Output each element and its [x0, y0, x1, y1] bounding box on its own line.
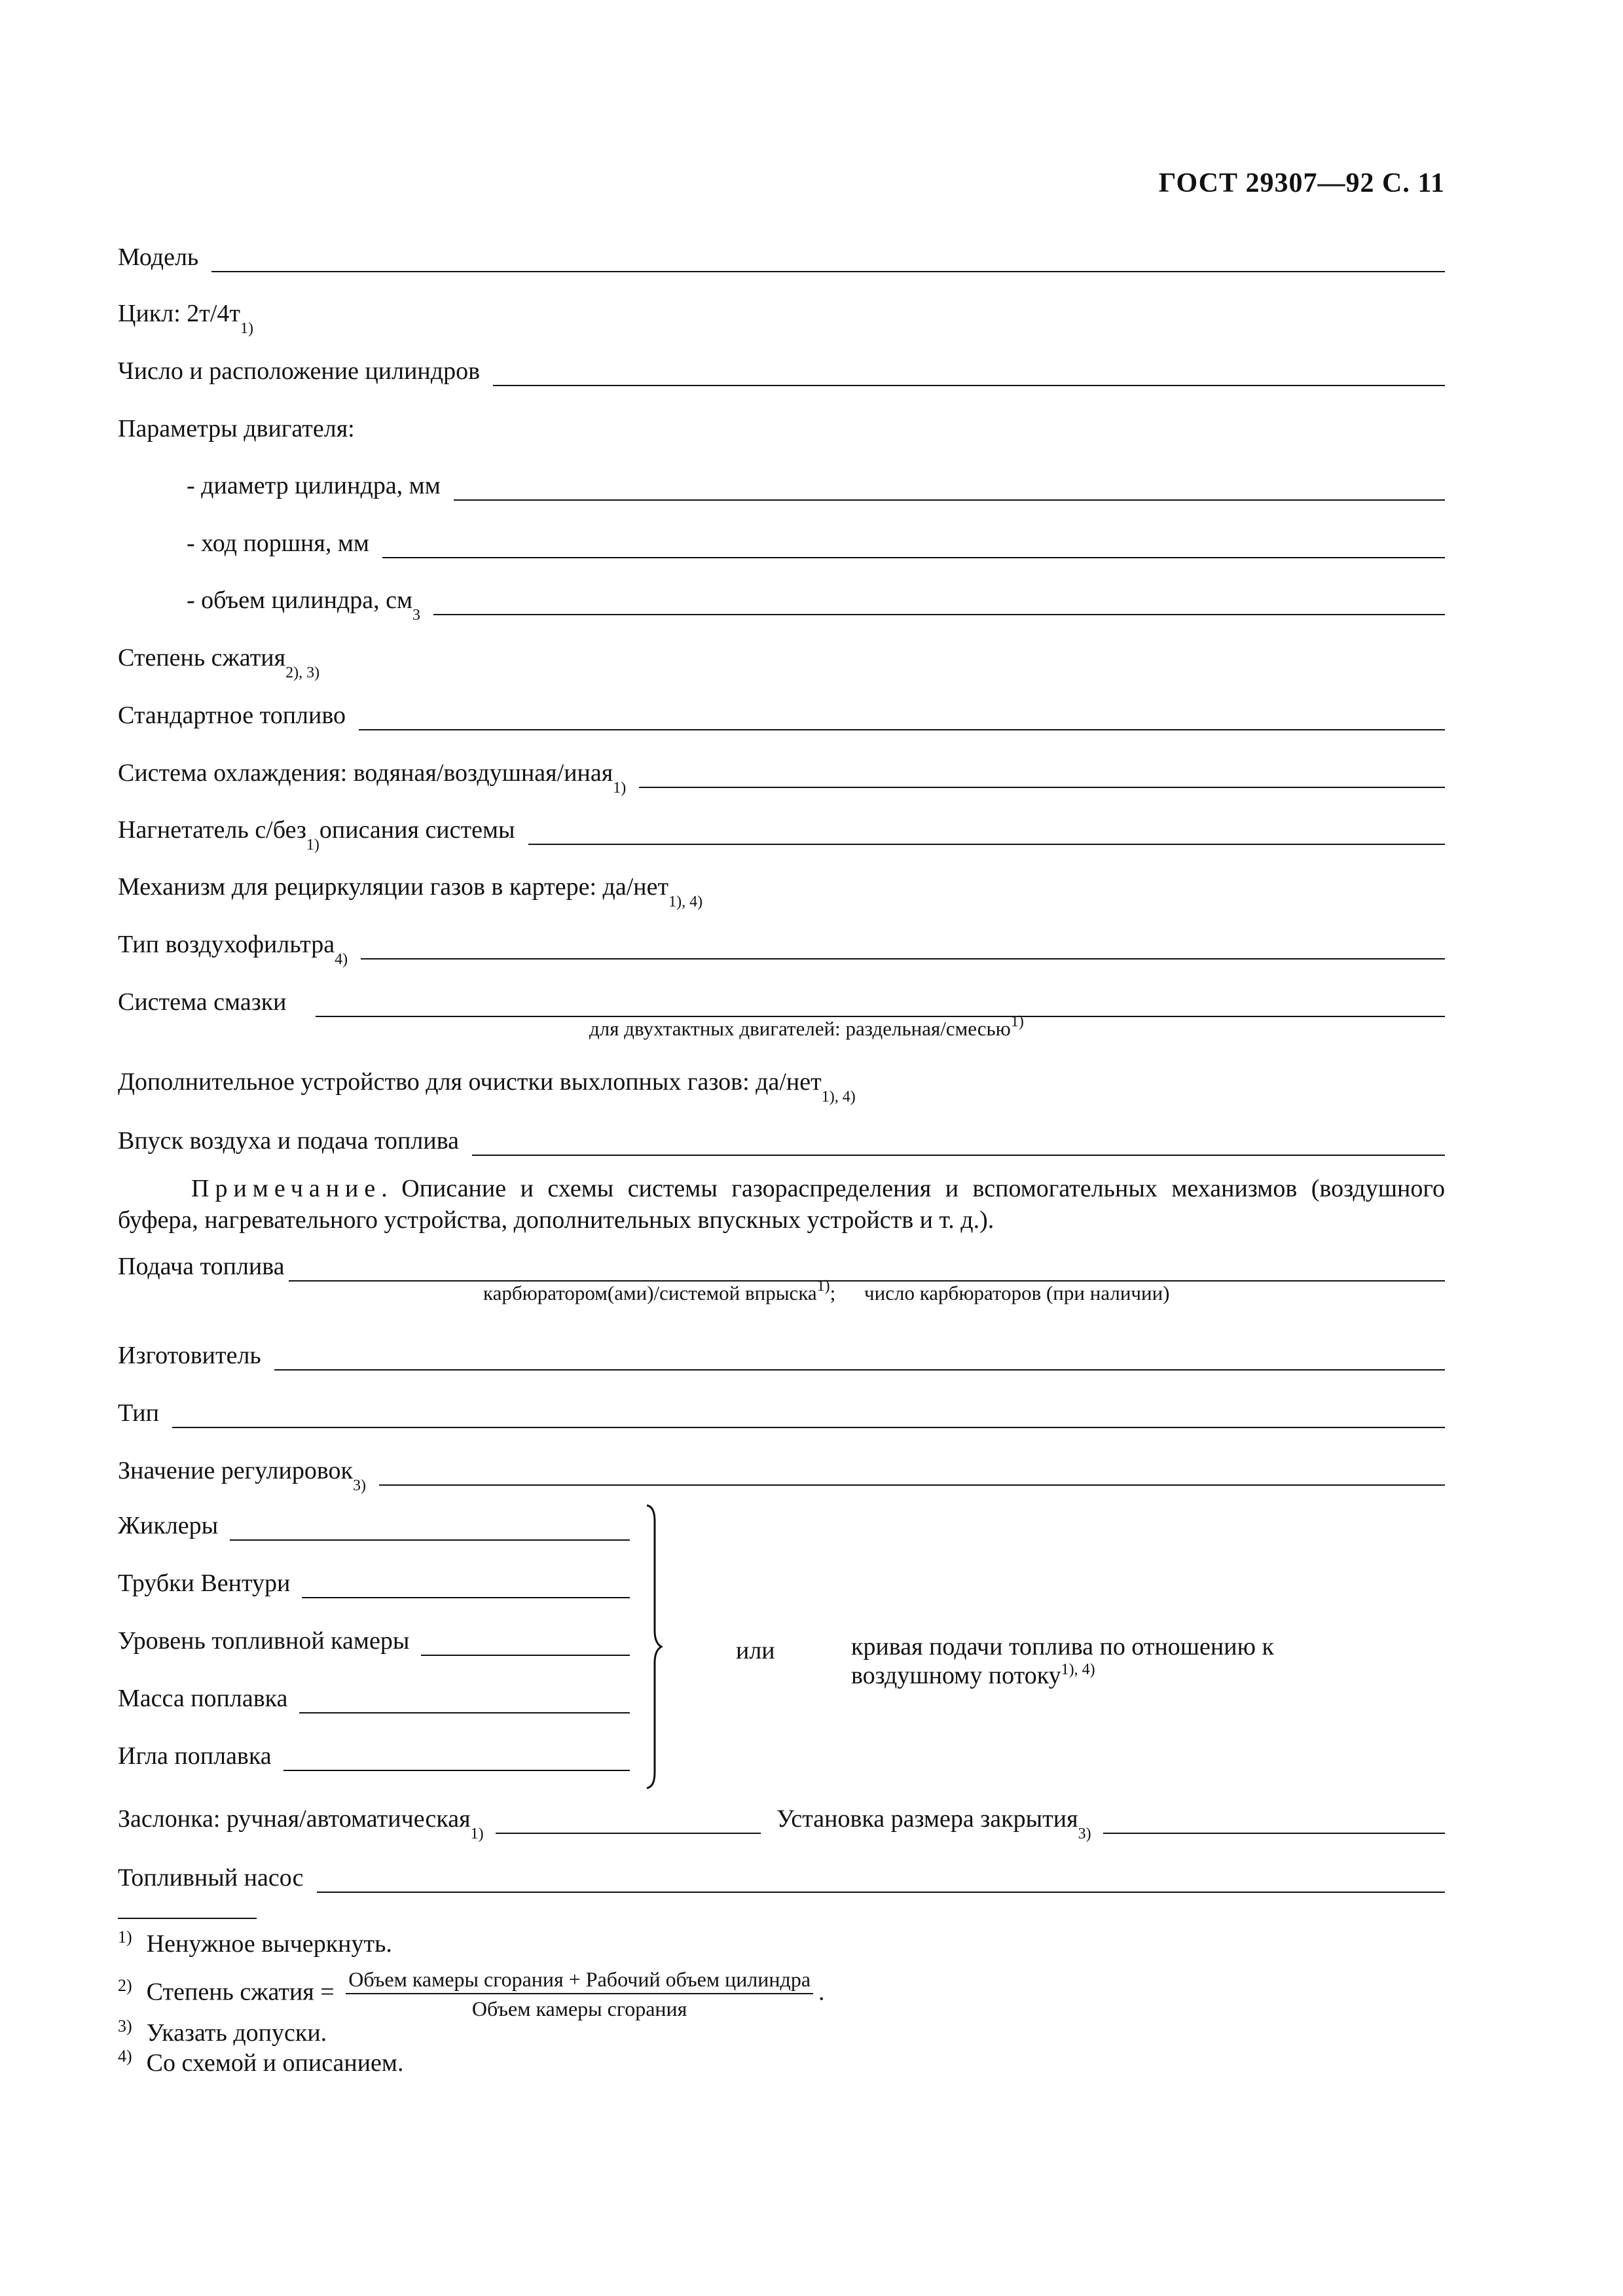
- fuel-supply-hint-b: число карбюраторов (при наличии): [864, 1282, 1170, 1304]
- airfilter-row: Тип воздухофильтра 4): [118, 927, 1445, 960]
- params-label: Параметры двигателя:: [118, 415, 355, 442]
- supercharger-row: Нагнетатель с/без 1) описания системы: [118, 812, 1445, 845]
- compression-row: Степень сжатия 2), 3): [118, 644, 320, 681]
- fuel-row: [118, 698, 1445, 730]
- closure-row: Установка размера закрытия 3): [776, 1801, 1445, 1834]
- footnote-3-text: Указать допуски.: [146, 2019, 327, 2047]
- intake-row: [118, 1123, 1445, 1156]
- float-needle-field[interactable]: [283, 1746, 630, 1771]
- lubrication-row: [118, 984, 1445, 1017]
- manufacturer-field[interactable]: [274, 1346, 1445, 1371]
- fraction-denominator: Объем камеры сгорания: [471, 1997, 687, 2020]
- cooling-label: Система охлаждения: водяная/воздушная/иная: [118, 759, 613, 787]
- or-label: или: [736, 1637, 775, 1664]
- footnote-3: [118, 2018, 327, 2047]
- footnote-1: [118, 1929, 392, 1958]
- fuel-supply-row: [118, 1249, 1445, 1282]
- bore-label: - диаметр цилиндра, мм: [187, 472, 441, 499]
- jets-field[interactable]: [230, 1516, 630, 1541]
- airfilter-field[interactable]: [361, 935, 1445, 960]
- fuel-pump-row: [118, 1860, 1445, 1893]
- choke-label: Заслонка: ручная/автоматическая: [118, 1805, 471, 1833]
- float-mass-row: [118, 1681, 630, 1713]
- model-label: Модель: [118, 243, 199, 271]
- exhaust-label: Дополнительное устройство для очистки выхлопных газов: да/нет: [118, 1068, 822, 1096]
- fraction-numerator: Объем камеры сгорания + Рабочий объем цилиндра: [346, 1967, 813, 1994]
- lubrication-hint: [589, 1013, 1024, 1041]
- float-mass-field[interactable]: [299, 1689, 630, 1713]
- venturi-field[interactable]: [302, 1573, 630, 1598]
- intake-label: Впуск воздуха и подача топлива: [118, 1127, 459, 1155]
- cycle-label: Цикл: 2т/4т: [118, 300, 241, 327]
- fuel-supply-label: Подача топлива: [118, 1253, 285, 1280]
- recirc-row: Механизм для рециркуляции газов в картере: да/нет 1), 4): [118, 873, 703, 910]
- float-chamber-label: Уровень топливной камеры: [118, 1627, 410, 1655]
- float-mass-label: Масса поплавка: [118, 1685, 288, 1712]
- cooling-row: Система охлаждения: водяная/воздушная/иная 1): [118, 755, 1445, 788]
- fuel-field[interactable]: [359, 706, 1445, 730]
- choke-field[interactable]: [496, 1809, 761, 1834]
- volume-label: - объем цилиндра, см: [187, 586, 413, 614]
- bore-field[interactable]: [454, 476, 1445, 501]
- curve-text-line2: [851, 1661, 1274, 1690]
- volume-row: - объем цилиндра, см 3: [187, 583, 1445, 615]
- intake-field[interactable]: [472, 1131, 1445, 1156]
- stroke-row: [187, 526, 1445, 558]
- type-row: [118, 1395, 1445, 1428]
- lubrication-field[interactable]: [316, 992, 1445, 1017]
- float-chamber-field[interactable]: [421, 1631, 630, 1656]
- settings-row: Значение регулировок 3): [118, 1453, 1445, 1486]
- exhaust-row: Дополнительное устройство для очистки выхлопных газов: да/нет 1), 4): [118, 1068, 856, 1105]
- model-field[interactable]: [211, 247, 1445, 272]
- settings-field[interactable]: [379, 1461, 1445, 1486]
- fuel-pump-label: Топливный насос: [118, 1864, 304, 1892]
- supercharger-label-end: описания системы: [319, 816, 515, 844]
- airfilter-label: Тип воздухофильтра: [118, 931, 335, 958]
- fuel-label: Стандартное топливо: [118, 702, 346, 729]
- fuel-supply-hint: карбюратором(ами)/системой впрыска$^{1)}$; число карбюраторов (при наличии): [483, 1278, 1170, 1304]
- fuel-supply-hint-a: карбюратором(ами)/системой впрыска: [483, 1282, 817, 1304]
- stroke-field[interactable]: [382, 533, 1445, 558]
- footnote-4-text: Со схемой и описанием.: [146, 2049, 404, 2077]
- footnote-2: [118, 1967, 825, 2021]
- type-label: Тип: [118, 1399, 159, 1427]
- lubrication-hint-text: для двухтактных двигателей: раздельная/смесью: [589, 1017, 1011, 1040]
- footnote-3-mark: 3): [118, 2017, 132, 2036]
- fuel-supply-hint-mark: 1): [816, 1278, 830, 1295]
- footnote-2-mark: 2): [118, 1975, 132, 1995]
- model-row: [118, 240, 1445, 272]
- page-header: ГОСТ 29307—92 С. 11: [1158, 168, 1445, 198]
- closure-label: Установка размера закрытия: [776, 1805, 1078, 1833]
- manufacturer-row: [118, 1338, 1445, 1371]
- compression-fraction: [346, 1967, 813, 2021]
- compression-label: Степень сжатия: [118, 644, 286, 672]
- footnote-1-text: Ненужное вычеркнуть.: [146, 1930, 392, 1958]
- curve-text-line1: кривая подачи топлива по отношению к: [851, 1633, 1274, 1660]
- curve-text-line2-text: воздушному потоку: [851, 1662, 1061, 1689]
- brace-icon: [643, 1503, 669, 1791]
- fuel-supply-field[interactable]: [289, 1257, 1445, 1282]
- fuel-pump-field[interactable]: [317, 1868, 1445, 1893]
- lubrication-label: Система смазки: [118, 988, 287, 1016]
- venturi-row: [118, 1566, 630, 1598]
- lubrication-hint-mark: 1): [1010, 1013, 1024, 1030]
- supercharger-label: Нагнетатель с/без: [118, 816, 306, 844]
- jets-row: [118, 1508, 630, 1541]
- footnote-divider: [118, 1918, 257, 1919]
- cylinders-field[interactable]: [493, 361, 1445, 386]
- cooling-field[interactable]: [639, 763, 1445, 788]
- curve-text: [851, 1632, 1274, 1690]
- type-field[interactable]: [172, 1403, 1445, 1428]
- stroke-label: - ход поршня, мм: [187, 529, 369, 557]
- closure-field[interactable]: [1103, 1809, 1445, 1834]
- float-needle-row: [118, 1738, 630, 1771]
- cylinders-row: [118, 353, 1445, 386]
- manufacturer-label: Изготовитель: [118, 1342, 261, 1369]
- footnote-4: [118, 2049, 403, 2077]
- float-needle-label: Игла поплавка: [118, 1742, 272, 1770]
- jets-label: Жиклеры: [118, 1512, 219, 1539]
- footnote-4-mark: 4): [118, 2047, 132, 2066]
- volume-field[interactable]: [433, 590, 1445, 615]
- float-chamber-row: [118, 1623, 630, 1656]
- footnote-1-mark: 1): [118, 1928, 132, 1946]
- cycle-row: Цикл: 2т/4т 1): [118, 300, 254, 337]
- curve-footnote-mark: 1), 4): [1061, 1661, 1095, 1678]
- footnote-2-label: Степень сжатия =: [146, 1978, 335, 2006]
- note-paragraph: [118, 1173, 1445, 1236]
- supercharger-field[interactable]: [528, 820, 1445, 845]
- note-label: Примечание: [191, 1175, 382, 1202]
- params-row: [118, 411, 1445, 444]
- choke-row: Заслонка: ручная/автоматическая 1): [118, 1801, 761, 1834]
- settings-label: Значение регулировок: [118, 1457, 353, 1484]
- bore-row: [187, 468, 1445, 501]
- cylinders-label: Число и расположение цилиндров: [118, 357, 481, 385]
- venturi-label: Трубки Вентури: [118, 1570, 291, 1597]
- note-text: . Описание и схемы системы газораспределения и вспомогательных механизмов (воздушного буфера, нагревательного устройства, дополнительных впускных устройств и т. д.).: [118, 1175, 1445, 1234]
- footnote-2-end: .: [818, 1978, 825, 2006]
- recirc-label: Механизм для рециркуляции газов в картере: да/нет: [118, 873, 669, 901]
